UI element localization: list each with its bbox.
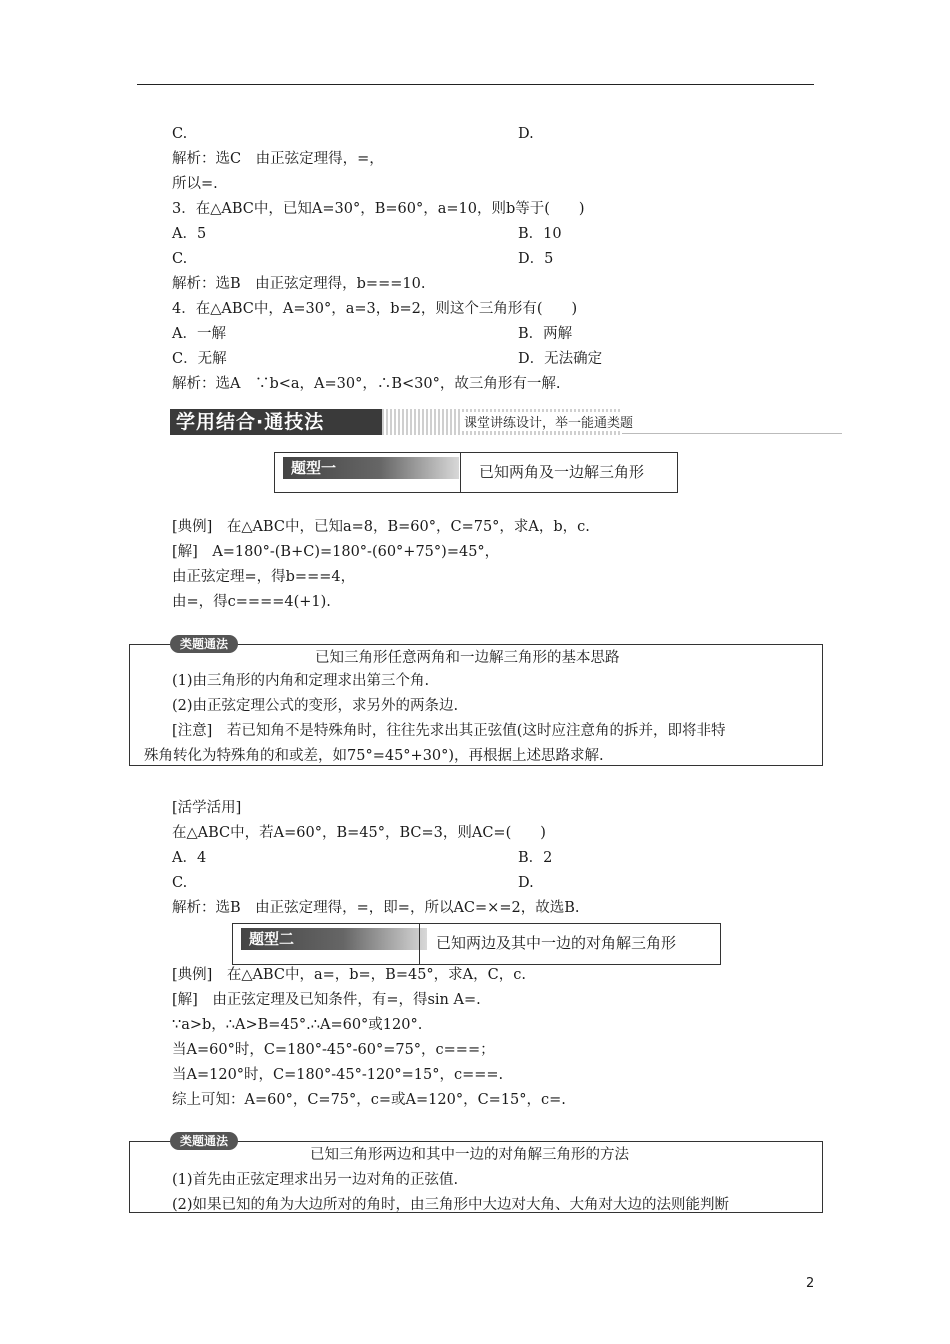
text-line: C. xyxy=(172,875,188,891)
text-line: 3．在△ABC中，已知A=30°，B=60°，a=10，则b等于( ) xyxy=(172,201,585,217)
topic-divider-2 xyxy=(419,924,420,964)
text-line: [解] 由正弦定理及已知条件，有=，得sin A=. xyxy=(172,992,481,1008)
topic-title-2: 已知两边及其中一边的对角解三角形 xyxy=(436,934,677,952)
text-line: 解析：选B 由正弦定理得，b===10. xyxy=(172,276,426,292)
summary-line: (1)由三角形的内角和定理求出第三个角. xyxy=(172,673,430,689)
topic-tag-2: 题型二 xyxy=(241,928,427,950)
topic-divider-1 xyxy=(460,453,461,492)
text-line: 由正弦定理=，得b===4， xyxy=(172,569,356,585)
text-line: 综上可知：A=60°，C=75°，c=或A=120°，C=15°，c=. xyxy=(172,1092,566,1108)
summary-line: (2)由正弦定理公式的变形，求另外的两条边. xyxy=(172,698,459,714)
summary-badge-1: 类题通法 xyxy=(170,635,238,653)
text-line: 解析：选C 由正弦定理得，=， xyxy=(172,151,384,167)
text-line: 4．在△ABC中，A=30°，a=3，b=2，则这个三角形有( ) xyxy=(172,301,578,317)
text-line: ∵a>b，∴A>B=45°.∴A=60°或120°. xyxy=(172,1017,423,1033)
text-line: 解析：选B 由正弦定理得，=，即=，所以AC=×=2，故选B. xyxy=(172,900,580,916)
summary-badge-2: 类题通法 xyxy=(170,1132,238,1150)
text-line: A．一解 xyxy=(172,326,226,342)
page-number: 2 xyxy=(806,1276,815,1291)
section-banner xyxy=(170,409,842,435)
summary-line: (2)如果已知的角为大边所对的角时，由三角形中大边对大角、大角对大边的法则能判断 xyxy=(172,1197,730,1213)
text-line: D．5 xyxy=(518,251,554,267)
summary-line: (1)首先由正弦定理求出另一边对角的正弦值. xyxy=(172,1172,459,1188)
text-line: C. xyxy=(172,126,188,142)
text-line: D. xyxy=(518,875,534,891)
topic-box-1 xyxy=(274,452,678,493)
summary-box-1 xyxy=(129,637,823,766)
text-line: [活学活用] xyxy=(172,800,242,816)
header-rule xyxy=(137,84,814,85)
text-line: 由=，得c====4(+1). xyxy=(172,594,331,610)
text-line: 在△ABC中，若A=60°，B=45°，BC=3，则AC=( ) xyxy=(172,825,546,841)
text-line: D．无法确定 xyxy=(518,351,603,367)
summary-box-2 xyxy=(129,1134,823,1213)
text-line: [典例] 在△ABC中，a=，b=，B=45°，求A，C，c. xyxy=(172,967,526,983)
banner-subtitle: 课堂讲练设计，举一能通类题 xyxy=(460,412,637,431)
text-line: B．两解 xyxy=(518,326,573,342)
summary-line: 殊角转化为特殊角的和或差，如75°=45°+30°)，再根据上述思路求解. xyxy=(144,748,604,764)
text-line: A．5 xyxy=(172,226,207,242)
summary-title-2: 已知三角形两边和其中一边的对角解三角形的方法 xyxy=(310,1147,629,1163)
text-line: 所以=. xyxy=(172,176,218,192)
text-line: C．无解 xyxy=(172,351,227,367)
text-line: 当A=120°时，C=180°-45°-120°=15°，c===. xyxy=(172,1067,504,1083)
topic-box-2 xyxy=(232,923,721,965)
banner-title: 学用结合·通技法 xyxy=(170,409,382,435)
text-line: B．2 xyxy=(518,850,553,866)
summary-line: [注意] 若已知角不是特殊角时，往往先求出其正弦值(这时应注意角的拆并，即将非特 xyxy=(172,723,726,739)
text-line: B．10 xyxy=(518,226,562,242)
text-line: 解析：选A ∵b<a，A=30°，∴B<30°，故三角形有一解. xyxy=(172,376,561,392)
text-line: A．4 xyxy=(172,850,207,866)
text-line: D. xyxy=(518,126,534,142)
banner-rule xyxy=(622,433,842,434)
text-line: [典例] 在△ABC中，已知a=8，B=60°，C=75°，求A，b，c. xyxy=(172,519,590,535)
text-line: 当A=60°时，C=180°-45°-60°=75°，c===； xyxy=(172,1042,495,1058)
text-line: C. xyxy=(172,251,188,267)
topic-tag-1: 题型一 xyxy=(283,457,459,479)
summary-title-1: 已知三角形任意两角和一边解三角形的基本思路 xyxy=(315,650,620,666)
text-line: [解] A=180°-(B+C)=180°-(60°+75°)=45°， xyxy=(172,544,500,560)
topic-title-1: 已知两角及一边解三角形 xyxy=(479,463,645,481)
